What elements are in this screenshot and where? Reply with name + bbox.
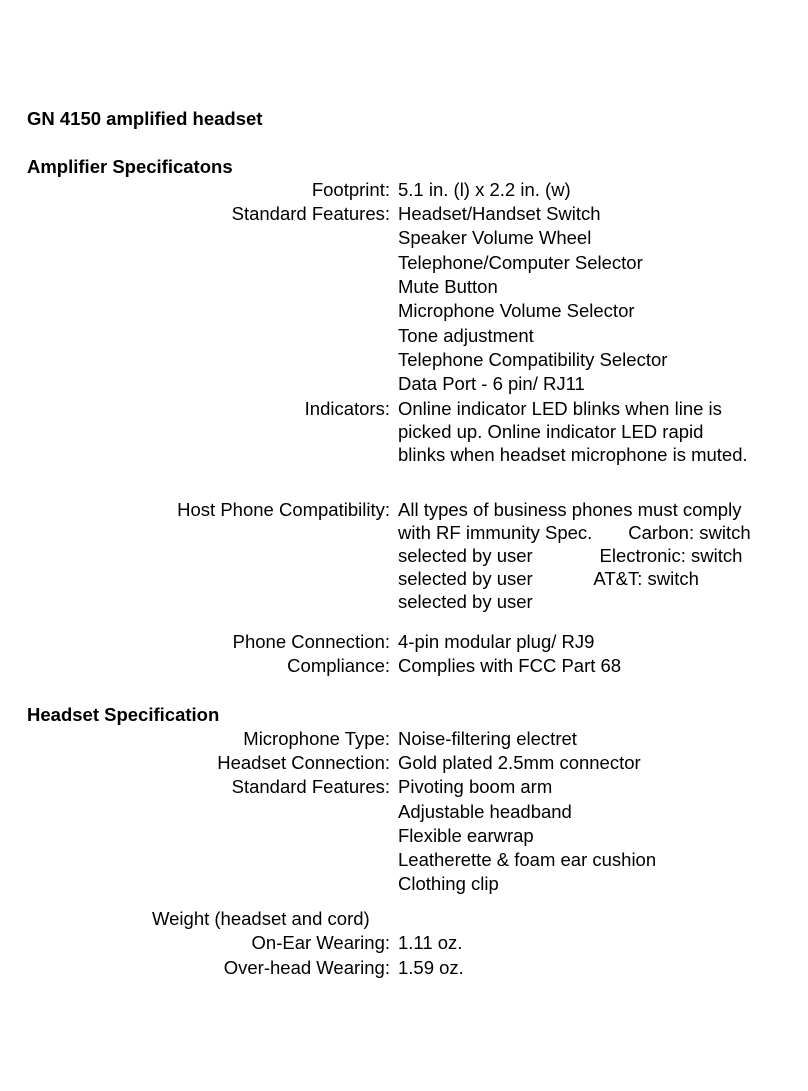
compliance-value: Complies with FCC Part 68 — [398, 655, 622, 676]
weight-heading: Weight (headset and cord) — [152, 908, 370, 929]
microphone-type-label: Microphone Type: — [243, 728, 390, 749]
document-title: GN 4150 amplified headset — [27, 108, 263, 129]
phone-connection-value: 4-pin modular plug/ RJ9 — [398, 631, 595, 652]
host-phone-line: All types of business phones must comply — [398, 499, 742, 520]
headset-heading: Headset Specification — [27, 704, 220, 725]
amp-feature-item: Speaker Volume Wheel — [398, 227, 592, 248]
headset-feature-item: Clothing clip — [398, 873, 499, 894]
amp-features-label: Standard Features: — [231, 203, 390, 224]
microphone-type-value: Noise-filtering electret — [398, 728, 577, 749]
footprint-label: Footprint: — [311, 179, 390, 200]
headset-features-label: Standard Features: — [231, 776, 390, 797]
indicators-line: Online indicator LED blinks when line is — [398, 398, 722, 419]
on-ear-value: 1.11 oz. — [398, 932, 463, 953]
over-head-label: Over-head Wearing: — [223, 957, 390, 978]
amplifier-heading: Amplifier Specificatons — [27, 156, 233, 177]
amp-feature-item: Data Port - 6 pin/ RJ11 — [398, 373, 585, 394]
headset-feature-item: Leatherette & foam ear cushion — [398, 849, 657, 870]
amp-feature-item: Headset/Handset Switch — [398, 203, 601, 224]
footprint-value: 5.1 in. (l) x 2.2 in. (w) — [398, 179, 571, 200]
amp-feature-item: Mute Button — [398, 276, 498, 297]
headset-feature-item: Pivoting boom arm — [398, 776, 553, 797]
headset-connection-label: Headset Connection: — [217, 752, 390, 773]
over-head-value: 1.59 oz. — [398, 957, 464, 978]
amp-feature-item: Tone adjustment — [398, 325, 534, 346]
indicators-line: blinks when headset microphone is muted. — [398, 444, 748, 465]
headset-feature-item: Adjustable headband — [398, 801, 572, 822]
headset-feature-item: Flexible earwrap — [398, 825, 534, 846]
indicators-line: picked up. Online indicator LED rapid — [398, 421, 704, 442]
host-phone-line: selected by user AT&T: switch — [398, 568, 699, 589]
phone-connection-label: Phone Connection: — [232, 631, 390, 652]
host-phone-line: with RF immunity Spec. Carbon: switch — [398, 522, 751, 543]
host-phone-line: selected by user Electronic: switch — [398, 545, 743, 566]
headset-connection-value: Gold plated 2.5mm connector — [398, 752, 641, 773]
amp-feature-item: Telephone/Computer Selector — [398, 252, 643, 273]
compliance-label: Compliance: — [287, 655, 390, 676]
amp-feature-item: Microphone Volume Selector — [398, 300, 635, 321]
amp-feature-item: Telephone Compatibility Selector — [398, 349, 668, 370]
indicators-label: Indicators: — [304, 398, 390, 419]
host-phone-label: Host Phone Compatibility: — [177, 499, 390, 520]
host-phone-line: selected by user — [398, 591, 533, 612]
on-ear-label: On-Ear Wearing: — [251, 932, 390, 953]
